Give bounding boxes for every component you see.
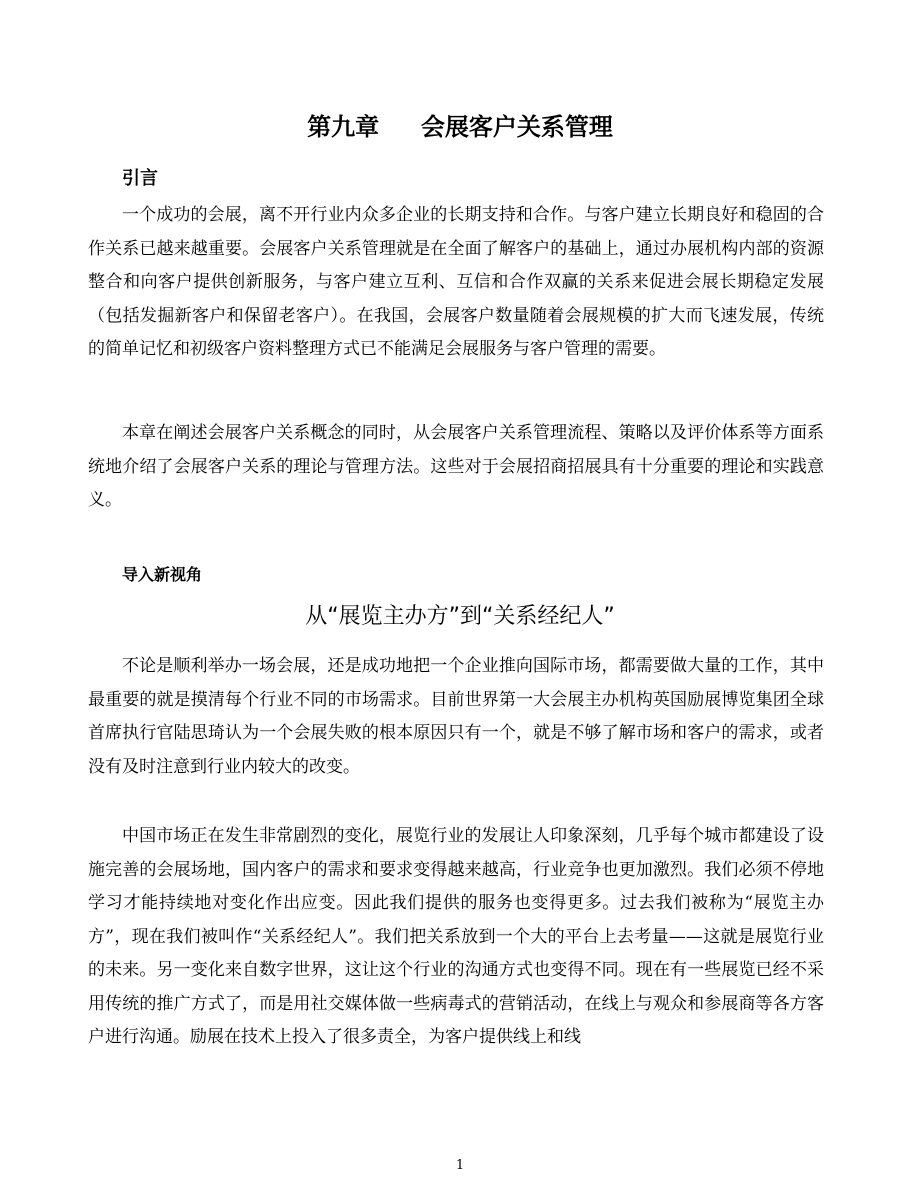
article-paragraph: 中国市场正在发生非常剧烈的变化，展览行业的发展让人印象深刻，几乎每个城市都建设了设施完善的会展场地，国内客户的需求和要求变得越来越高，行业竞争也更加激烈。我们必须不停地学习才能持续地对变化作出应变。因此我们提供的服务也变得更多。过去我们被称为“展览主办方”，现在我们被叫作“关系经纪人”。我们把关系放到一个大的平台上去考量——这就是展览行业的未来。另一变化来自数字世界，这让这个行业的沟通方式也变得不同。现在有一些展览已经不采用传统的推广方式了，而是用社交媒体做一些病毒式的营销活动，在线上与观众和参展商等各方客户进行沟通。励展在技术上投入了很多责全，为客户提供线上和线 [88, 826, 824, 1047]
intro-heading: 引言 [122, 168, 158, 189]
intro-paragraph: 一个成功的会展，离不开行业内众多企业的长期支持和合作。与客户建立长期良好和稳固的合作关系已越来越重要。会展客户关系管理就是在全面了解客户的基础上，通过办展机构内部的资源整合和向客户提供创新服务，与客户建立互利、互信和合作双赢的关系来促进会展长期稳定发展（包括发掘新客户和保留老客户）。在我国，会展客户数量随着会展规模的扩大而飞速发展，传统的简单记忆和初级客户资料整理方式已不能满足会展服务与客户管理的需要。 [88, 205, 824, 359]
article-title: 从“展览主办方”到“关系经纪人” [305, 604, 615, 629]
page-number: 1 [455, 1158, 465, 1173]
chapter-title: 第九章 会展客户关系管理 [307, 113, 613, 141]
article-paragraph: 不论是顺利举办一场会展，还是成功地把一个企业推向国际市场，都需要做大量的工作，其中最重要的就是摸清每个行业不同的市场需求。目前世界第一大会展主办机构英国励展博览集团全球首席执行官陆思琦认为一个会展失败的根本原因只有一个，就是不够了解市场和客户的需求，或者没有及时注意到行业内较大的改变。 [88, 656, 824, 777]
new-view-heading: 导入新视角 [122, 565, 203, 584]
intro-paragraph: 本章在阐述会展客户关系概念的同时，从会展客户关系管理流程、策略以及评价体系等方面系统地介绍了会展客户关系的理论与管理方法。这些对于会展招商招展具有十分重要的理论和实践意义。 [88, 423, 824, 510]
